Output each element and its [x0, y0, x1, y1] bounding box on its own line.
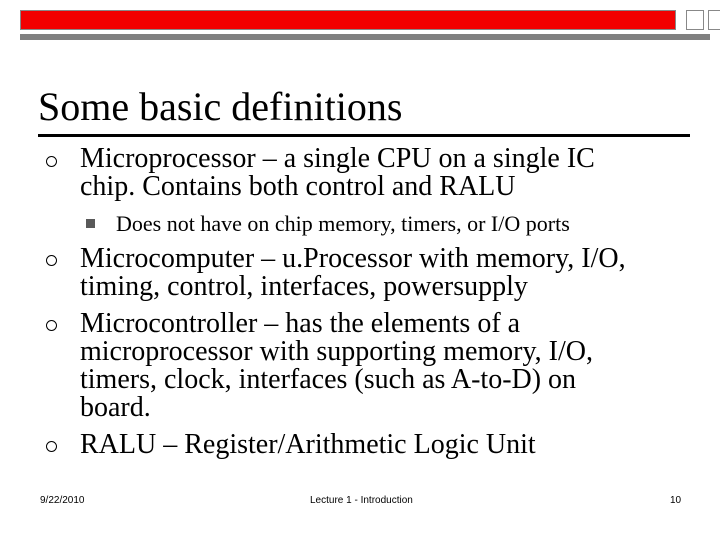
bullet-text [80, 245, 690, 301]
bullet-line: Microcomputer – u.Processor with memory, I/O, [80, 243, 626, 274]
footer-date: 9/22/2010 [40, 495, 85, 506]
hollow-circle-bullet-icon [46, 320, 57, 331]
page-number: 10 [670, 495, 682, 506]
bullet-line: microprocessor with supporting memory, I/O, [80, 336, 593, 367]
sub-bullet-text [116, 211, 696, 237]
footer-title: Lecture 1 - Introduction [310, 495, 413, 506]
square-bullet-icon [86, 219, 95, 228]
bullet-line: board. [80, 392, 151, 423]
bullet-line: RALU – Register/Arithmetic Logic Unit [80, 429, 536, 460]
bullet-line: Does not have on chip memory, timers, or I/O ports [116, 211, 570, 236]
bullet-line: chip. Contains both control and RALU [80, 171, 516, 202]
title-underline [38, 134, 690, 137]
slide-title: Some basic definitions [38, 84, 403, 129]
decorative-square [708, 10, 720, 30]
hollow-circle-bullet-icon [46, 255, 57, 266]
bullet-line: Microcontroller – has the elements of a [80, 308, 521, 339]
gray-title-band [20, 34, 710, 40]
top-decorative-bar [20, 10, 710, 38]
bullet-line: Microprocessor – a single CPU on a single IC [80, 143, 595, 174]
red-title-band [20, 10, 676, 30]
hollow-circle-bullet-icon [46, 441, 57, 452]
decorative-square [686, 10, 704, 30]
bullet-text [80, 431, 690, 459]
bullet-line: timing, control, interfaces, powersupply [80, 271, 528, 302]
hollow-circle-bullet-icon [46, 156, 57, 167]
bullet-text [80, 310, 690, 422]
bullet-line: timers, clock, interfaces (such as A-to-D) on [80, 364, 577, 395]
bullet-text [80, 145, 690, 201]
